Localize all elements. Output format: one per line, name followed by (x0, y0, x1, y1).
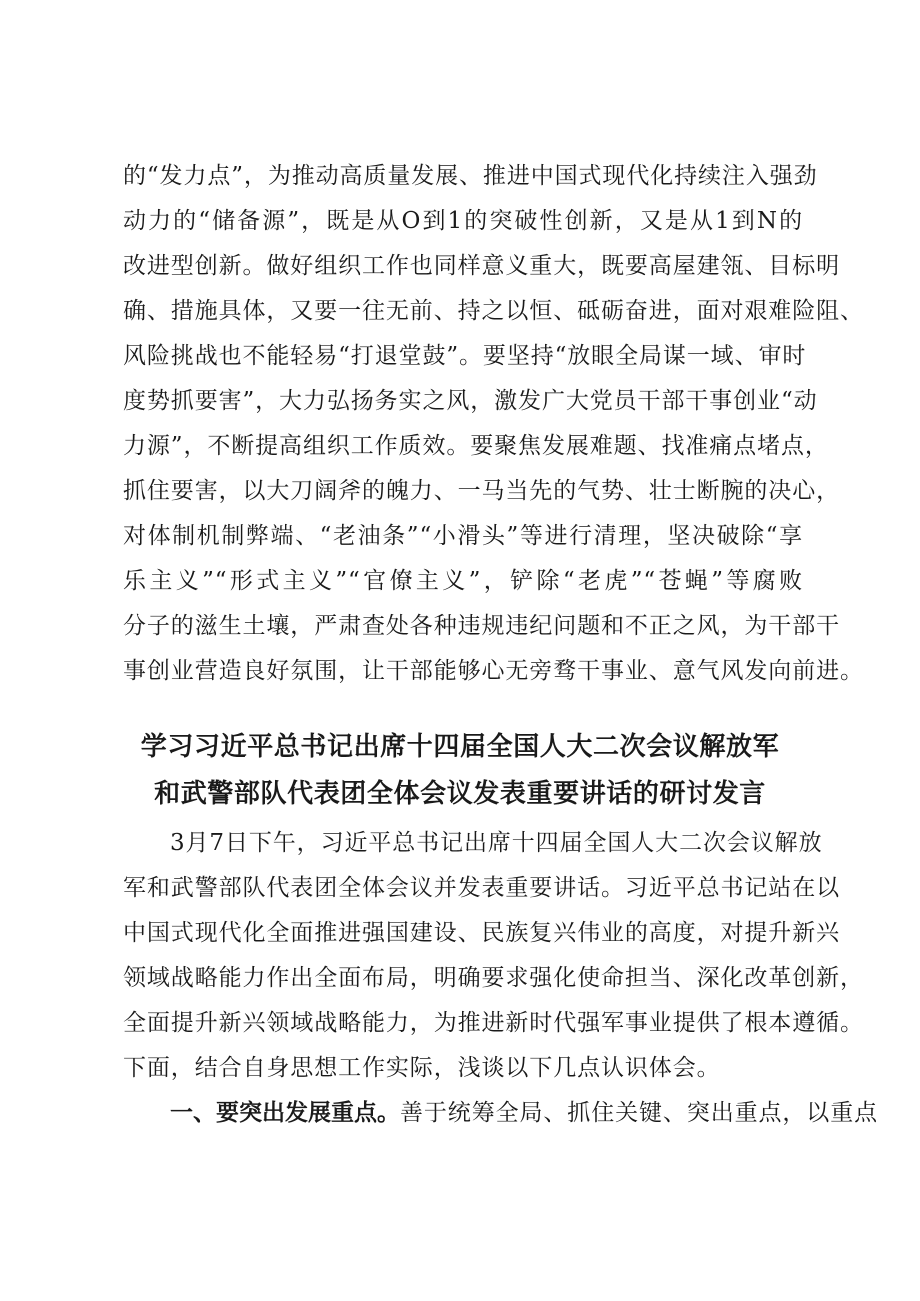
paragraph-1-line: 确、措施具体，又要一往无前、持之以恒、砥砺奋进，面对艰难险阻、 (123, 298, 864, 324)
paragraph-1-line: 动力的“储备源”，既是从O到1的突破性创新，又是从1到N的 (123, 208, 803, 234)
paragraph-2-line: 领域战略能力作出全面布局，明确要求强化使命担当、深化改革创新， (123, 965, 864, 991)
paragraph-1-line: 乐主义”“形式主义”“官僚主义”，铲除“老虎”“苍蝇”等腐败 (123, 568, 803, 594)
paragraph-2-line: 军和武警部队代表团全体会议并发表重要讲话。习近平总书记站在以 (123, 875, 840, 901)
paragraph-1-line: 事创业营造良好氛围，让干部能够心无旁骛干事业、意气风发向前进。 (123, 658, 864, 684)
point-one-text: 善于统筹全局、抓住关键、突出重点，以重点 (400, 1100, 878, 1126)
paragraph-2-line: 中国式现代化全面推进强国建设、民族复兴伟业的高度，对提升新兴 (123, 920, 840, 946)
paragraph-1-line: 对体制机制弊端、“老油条”“小滑头”等进行清理，坚决破除“享 (123, 523, 803, 549)
paragraph-1-line: 改进型创新。做好组织工作也同样意义重大，既要高屋建瓴、目标明 (123, 253, 840, 279)
paragraph-2-line: 下面，结合自身思想工作实际，浅谈以下几点认识体会。 (123, 1055, 721, 1081)
paragraph-1-line: 度势抓要害”，大力弘扬务实之风，激发广大党员干部干事创业“动 (123, 388, 818, 414)
paragraph-2-line: 全面提升新兴领域战略能力，为推进新时代强军事业提供了根本遵循。 (123, 1010, 864, 1036)
heading-line-1: 学习习近平总书记出席十四届全国人大二次会议解放军 (140, 732, 780, 762)
paragraph-1-line: 力源”，不断提高组织工作质效。要聚焦发展难题、找准痛点堵点， (123, 433, 829, 459)
point-one-lead: 一、要突出发展重点。 (170, 1100, 400, 1126)
heading-line-2: 和武警部队代表团全体会议发表重要讲话的研讨发言 (154, 779, 766, 809)
paragraph-1-line: 抓住要害，以大刀阔斧的魄力、一马当先的气势、壮士断腕的决心， (123, 478, 840, 504)
paragraph-2-line: 3月7日下午，习近平总书记出席十四届全国人大二次会议解放 (170, 830, 823, 856)
paragraph-1-line: 分子的滋生土壤，严肃查处各种违规违纪问题和不正之风，为干部干 (123, 613, 840, 639)
paragraph-3-line (170, 1098, 878, 1128)
paragraph-1-line: 的“发力点”，为推动高质量发展、推进中国式现代化持续注入强劲 (123, 163, 818, 189)
paragraph-1-line: 风险挑战也不能轻易“打退堂鼓”。要坚持“放眼全局谋一域、审时 (123, 343, 807, 369)
